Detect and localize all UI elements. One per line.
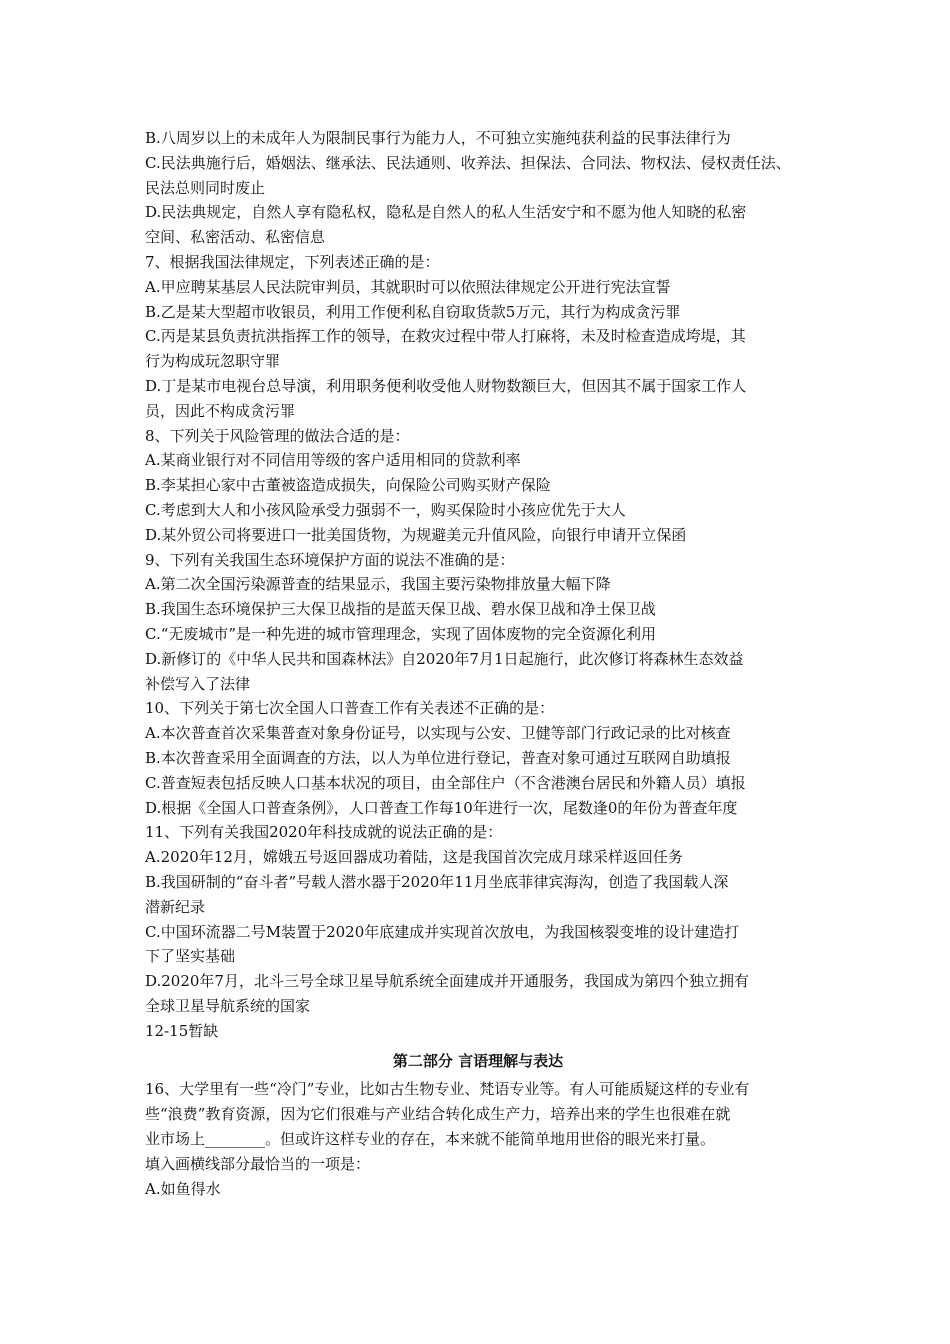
text-line: A.某商业银行对不同信用等级的客户适用相同的贷款利率 (145, 451, 521, 470)
text-line: B.我国研制的“奋斗者”号载人潜水器于2020年11月坐底菲律宾海沟，创造了我国载人深 (145, 872, 729, 891)
text-line: B.乙是某大型超市收银员，利用工作便利私自窃取货款5万元，其行为构成贪污罪 (145, 302, 681, 321)
text-line: D.新修订的《中华人民共和国森林法》自2020年7月1日起施行，此次修订将森林生态效益 (145, 649, 744, 668)
text-line: 民法总则同时废止 (145, 178, 266, 197)
text-line: 填入画横线部分最恰当的一项是： (145, 1154, 371, 1173)
question-stem: 9、下列有关我国生态环境保护方面的说法不准确的是： (145, 550, 515, 569)
text-line: A.如鱼得水 (145, 1179, 221, 1198)
text-line: B.李某担心家中古董被盗造成损失，向保险公司购买财产保险 (145, 476, 551, 495)
text-line: A.本次普查首次采集普查对象身份证号，以实现与公安、卫健等部门行政记录的比对核查 (145, 724, 731, 743)
text-line: D.2020年7月，北斗三号全球卫星导航系统全面建成并开通服务，我国成为第四个独立拥有 (145, 972, 749, 991)
text-line: C.普查短表包括反映人口基本状况的项目，由全部住户（不含港澳台居民和外籍人员）填报 (145, 773, 746, 792)
text-line: 补偿写入了法律 (145, 674, 251, 693)
text-line: C.“无废城市”是一种先进的城市管理理念，实现了固体废物的完全资源化利用 (145, 624, 657, 643)
text-line: B.八周岁以上的未成年人为限制民事行为能力人，不可独立实施纯获利益的民事法律行为 (145, 129, 731, 147)
text-line: A.2020年12月，嫦娥五号返回器成功着陆，这是我国首次完成月球采样返回任务 (145, 848, 683, 867)
text-line: 行为构成玩忽职守罪 (145, 352, 281, 371)
question-stem: 8、下列关于风险管理的做法合适的是： (145, 426, 410, 445)
question-stem: 16、大学里有一些“冷门”专业，比如古生物专业、梵语专业等。有人可能质疑这样的专业有 (145, 1080, 750, 1099)
text-line: D.某外贸公司将要进口一批美国货物，为规避美元升值风险，向银行申请开立保函 (145, 525, 687, 544)
missing-questions-note: 12-15暂缺 (145, 1021, 219, 1040)
question-stem: 10、下列关于第七次全国人口普查工作有关表述不正确的是： (145, 699, 555, 718)
question-stem: 7、根据我国法律规定，下列表述正确的是： (145, 252, 440, 271)
text-line: 全球卫星导航系统的国家 (145, 996, 311, 1015)
text-line: C.民法典施行后，婚姻法、继承法、民法通则、收养法、担保法、合同法、物权法、侵权责任法、 (145, 153, 791, 172)
question-8 (145, 424, 811, 548)
text-line: A.第二次全国污染源普查的结果显示，我国主要污染物排放量大幅下降 (145, 575, 611, 594)
text-line: D.民法典规定，自然人享有隐私权，隐私是自然人的私人生活安宁和不愿为他人知晓的私密 (145, 203, 747, 222)
text-line: 些“浪费”教育资源，因为它们很难与产业结合转化成生产力，培养出来的学生也很难在就 (145, 1105, 731, 1124)
text-line: C.丙是某县负责抗洪指挥工作的领导，在救灾过程中带人打麻将，未及时检查造成垮堤，其 (145, 327, 746, 346)
question-10 (145, 696, 811, 820)
text-line: D.丁是某市电视台总导演，利用职务便利收受他人财物数额巨大，但因其不属于国家工作人 (145, 376, 747, 395)
question-7 (145, 250, 811, 424)
section-heading: 第二部分 言语理解与表达 (392, 1052, 564, 1071)
document-page (145, 126, 811, 1201)
text-line: 员，因此不构成贪污罪 (145, 401, 296, 420)
question-16 (145, 1077, 811, 1201)
text-line: 下了坚实基础 (145, 947, 236, 966)
text-line: D.根据《全国人口普查条例》，人口普查工作每10年进行一次，尾数逢0的年份为普查年度 (145, 798, 738, 817)
text-line: 空间、私密活动、私密信息 (145, 228, 326, 247)
question-11 (145, 820, 811, 1018)
text-line: B.本次普查采用全面调查的方法，以人为单位进行登记，普查对象可通过互联网自助填报 (145, 748, 731, 767)
text-line: 潜新纪录 (145, 897, 206, 916)
question-6-options (145, 126, 811, 250)
question-stem: 11、下列有关我国2020年科技成就的说法正确的是： (145, 823, 503, 842)
text-line: C.中国环流器二号M装置于2020年底建成并实现首次放电，为我国核裂变堆的设计建造打 (145, 922, 740, 941)
question-9 (145, 548, 811, 697)
text-line: B.我国生态环境保护三大保卫战指的是蓝天保卫战、碧水保卫战和净土保卫战 (145, 600, 656, 619)
text-line: A.甲应聘某基层人民法院审判员，其就职时可以依照法律规定公开进行宪法宣誓 (145, 277, 671, 296)
text-line: 业市场上________。但或许这样专业的存在，本来就不能简单地用世俗的眼光来打量。 (145, 1130, 716, 1149)
text-line: C.考虑到大人和小孩风险承受力强弱不一，购买保险时小孩应优先于大人 (145, 500, 626, 519)
